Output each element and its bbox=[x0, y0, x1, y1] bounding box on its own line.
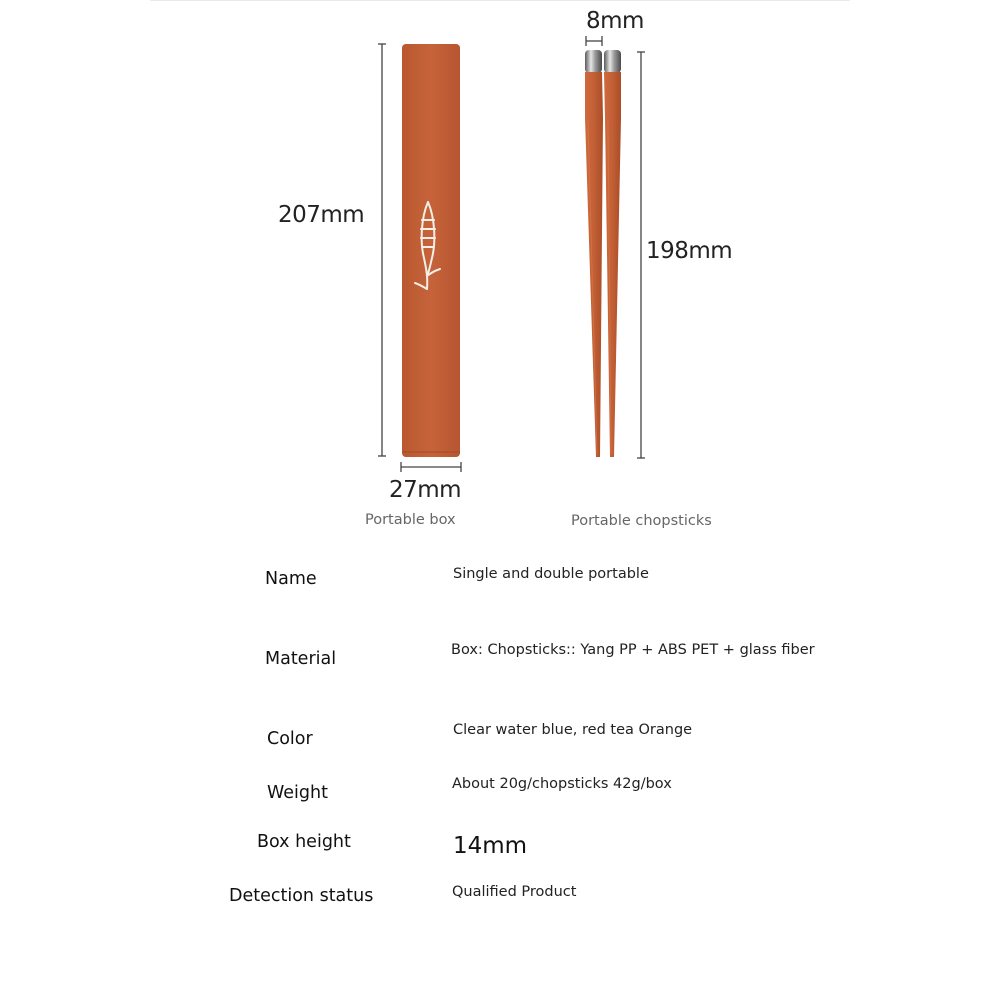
spec-label: Name bbox=[265, 569, 317, 589]
chopstick-length-dimension bbox=[637, 52, 645, 458]
chopstick-length-label: 198mm bbox=[646, 238, 733, 264]
chopstick-width-dimension bbox=[586, 36, 602, 46]
chopsticks bbox=[585, 50, 621, 457]
box-width-dimension bbox=[401, 462, 461, 472]
spec-value: About 20g/chopsticks 42g/box bbox=[452, 776, 672, 792]
box-height-dimension bbox=[378, 44, 386, 456]
spec-label: Color bbox=[267, 729, 313, 749]
spec-value: 14mm bbox=[453, 833, 528, 859]
chopsticks-caption: Portable chopsticks bbox=[571, 513, 712, 529]
spec-label: Detection status bbox=[229, 886, 374, 906]
portable-box bbox=[402, 44, 460, 457]
spec-value: Box: Chopsticks:: Yang PP + ABS PET + glass fiber bbox=[451, 642, 815, 658]
spec-label: Box height bbox=[257, 832, 351, 852]
spec-value: Single and double portable bbox=[453, 566, 649, 582]
chopstick-width-label: 8mm bbox=[586, 8, 644, 34]
chopstick-right bbox=[604, 50, 621, 457]
chopstick-left bbox=[585, 50, 603, 457]
box-caption: Portable box bbox=[365, 512, 456, 528]
box-height-label: 207mm bbox=[278, 202, 365, 228]
spec-value: Clear water blue, red tea Orange bbox=[453, 722, 693, 738]
spec-label: Material bbox=[265, 649, 337, 669]
spec-label: Weight bbox=[267, 783, 328, 803]
box-width-label: 27mm bbox=[389, 477, 462, 503]
spec-value: Qualified Product bbox=[452, 884, 577, 900]
